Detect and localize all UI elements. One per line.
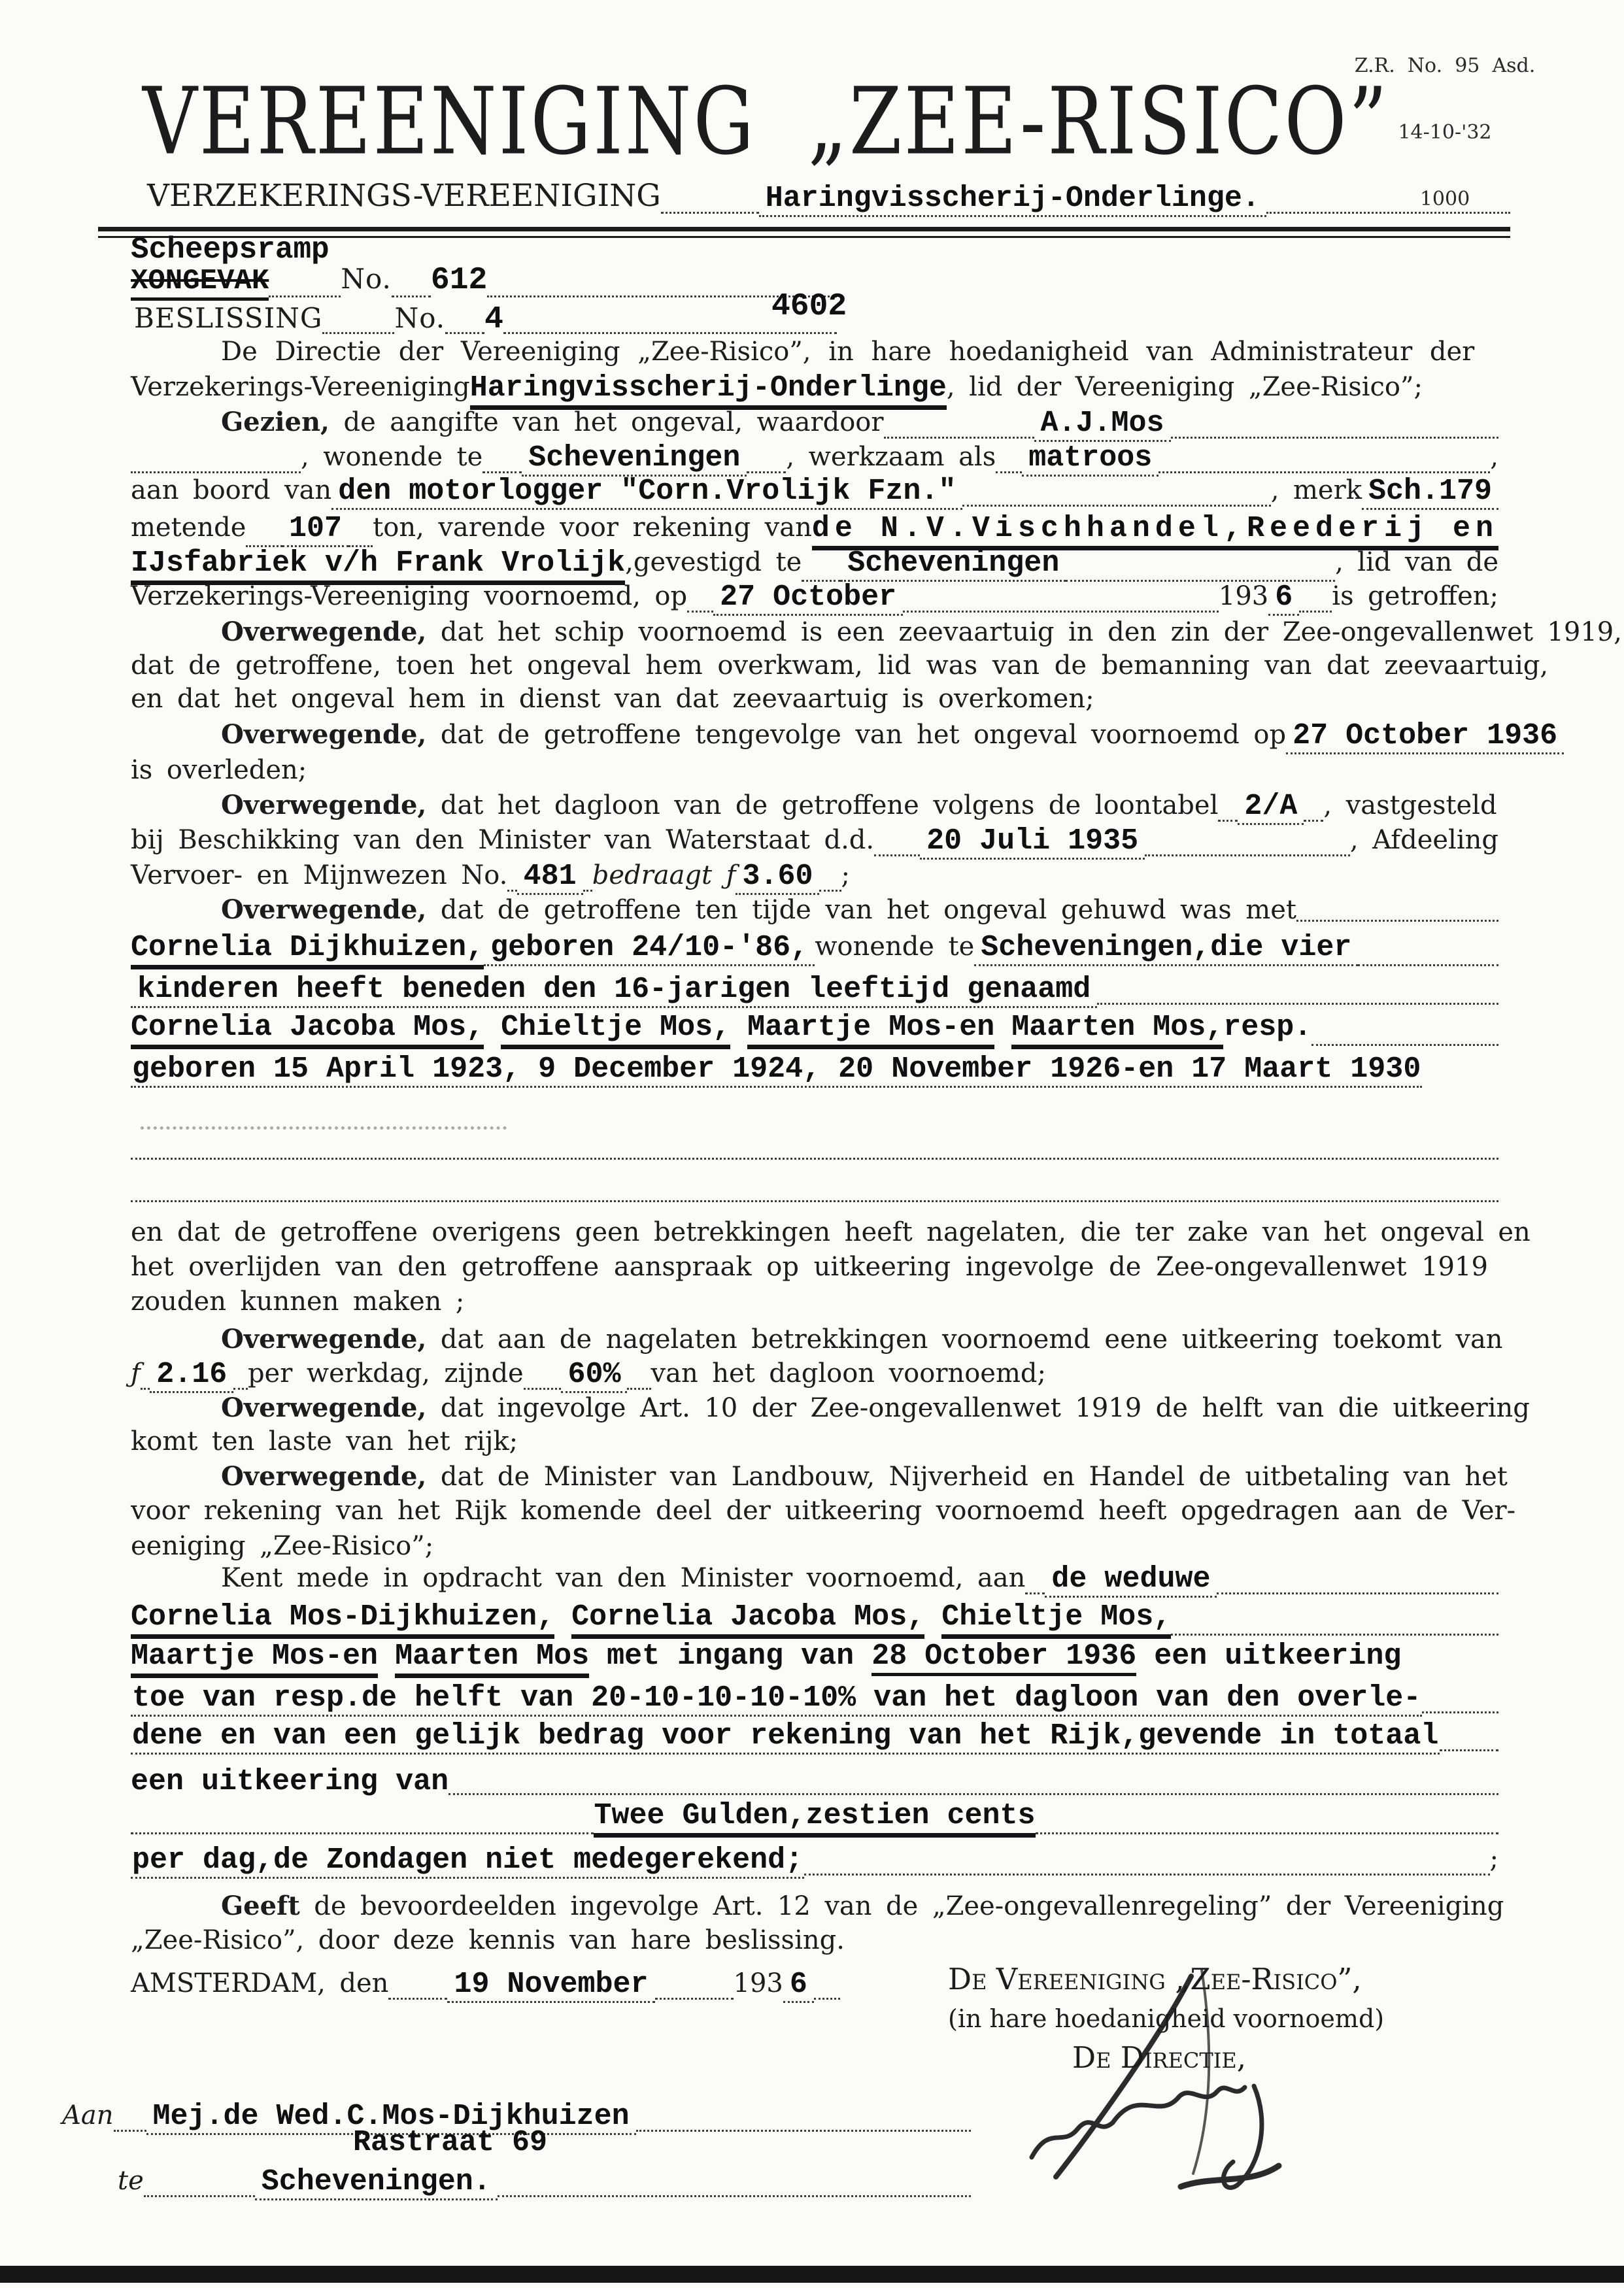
no-label: No. bbox=[394, 302, 446, 334]
printed-text: dat de getroffene, toen het ongeval hem overkwam, lid was van de bemanning van dat zeevaartuig, bbox=[131, 650, 1549, 681]
page-title: VEREENIGING „ZEE-RISICO” bbox=[143, 68, 1389, 176]
line-l40 bbox=[131, 1765, 1498, 1798]
typed-children-intro: kinderen heeft beneden den 16-jarigen leeftijd genaamd bbox=[131, 973, 1097, 1008]
print-count: 1000 bbox=[1419, 188, 1470, 210]
printed-year-prefix: 193 bbox=[733, 1968, 783, 1998]
printed-text: is overleden; bbox=[131, 755, 307, 785]
typed-text: een uitkeering van bbox=[131, 1765, 449, 1798]
printed-text: dat de getroffene ten tijde van het ongeval gehuwd was met bbox=[426, 895, 1296, 925]
line-l11 bbox=[131, 684, 1498, 714]
printed-text: is getroffen; bbox=[1332, 581, 1498, 611]
printed-text: dat de Minister van Landbouw, Nijverheid en Handel de uitbetaling van het bbox=[426, 1462, 1508, 1492]
field-amount-words: Twee Gulden,zestien cents bbox=[594, 1799, 1035, 1838]
dotted-leader bbox=[322, 330, 394, 334]
printed-text: , werkzaam als bbox=[786, 442, 996, 472]
printed-text: Kent mede in opdracht van den Minister voornoemd, aan bbox=[221, 1563, 1026, 1593]
printed-text: Vervoer- en Mijnwezen No. bbox=[131, 860, 508, 890]
printed-text: bedraagt ƒ bbox=[592, 860, 736, 890]
line-l34 bbox=[131, 1531, 1498, 1561]
line-l15 bbox=[131, 824, 1498, 860]
field-victim-name: A.J.Mos bbox=[1034, 407, 1171, 442]
printed-text: , bbox=[1490, 442, 1498, 472]
line-l37 bbox=[131, 1640, 1498, 1678]
blank-dotted-line bbox=[131, 1156, 1498, 1160]
line-l13 bbox=[131, 755, 1498, 785]
line-l35 bbox=[131, 1562, 1498, 1598]
printed-keyword: Overwegende, bbox=[221, 1461, 427, 1492]
dotted-leader bbox=[747, 469, 786, 473]
field-death-date: 27 October 1936 bbox=[1286, 719, 1564, 754]
field-file-number: 4602 bbox=[771, 289, 847, 324]
line-l32 bbox=[131, 1461, 1508, 1492]
typed-text: dene en van een gelijk bedrag voor rekening van het Rijk,gevende in totaal bbox=[131, 1719, 1440, 1755]
line-l21 bbox=[131, 1052, 1498, 1088]
no-label: No. bbox=[341, 263, 392, 295]
line-l36 bbox=[131, 1600, 1498, 1639]
dotted-leader bbox=[131, 469, 301, 473]
line-l33 bbox=[131, 1496, 1516, 1526]
printed-text: De Directie der Vereeniging „Zee-Risico”, in hare hoedanigheid van Administrateur der bbox=[221, 337, 1475, 367]
line-l8 bbox=[131, 580, 1498, 616]
field-year-digit: 6 bbox=[783, 1968, 814, 2003]
blank-dotted-line bbox=[131, 1198, 1498, 1202]
line-l16 bbox=[131, 860, 850, 895]
printed-florin: ƒ bbox=[131, 1358, 141, 1388]
printed-text: eeniging „Zee-Risico”; bbox=[131, 1531, 434, 1561]
dotted-leader bbox=[1171, 435, 1498, 439]
field-child-1: Cornelia Jacoba Mos, bbox=[131, 1011, 484, 1049]
printed-text: , lid der Vereeniging „Zee-Risico”; bbox=[946, 372, 1423, 402]
printed-text: komt ten laste van het rijk; bbox=[131, 1426, 518, 1456]
printed-keyword: Overwegende, bbox=[221, 1324, 427, 1354]
dotted-leader bbox=[448, 1791, 1498, 1795]
field-wage-table: 2/A bbox=[1238, 790, 1304, 825]
printed-text: de bevoordeelden ingevolge Art. 12 van de „Zee-ongevallenregeling” der Vereeniging bbox=[299, 1891, 1504, 1921]
line-place-date bbox=[131, 1968, 922, 2003]
dotted-leader bbox=[445, 330, 484, 334]
printed-text: voor rekening van het Rijk komende deel der uitkeering voornoemd heeft opgedragen aan de Ver- bbox=[131, 1496, 1516, 1526]
printed-text: van het dagloon voornoemd; bbox=[651, 1358, 1046, 1388]
line-l25 bbox=[131, 1217, 1531, 1247]
dotted-leader bbox=[962, 503, 1270, 507]
line-l20 bbox=[131, 1011, 1498, 1049]
dotted-leader bbox=[131, 1830, 594, 1834]
printed-keyword: Overwegende, bbox=[221, 894, 427, 925]
line-l7 bbox=[131, 547, 1498, 585]
field-daily-wage: 3.60 bbox=[736, 860, 819, 895]
dotted-leader bbox=[1266, 210, 1510, 214]
line-l28 bbox=[131, 1324, 1503, 1354]
line-l27 bbox=[131, 1287, 1498, 1317]
line-case-number bbox=[131, 263, 837, 301]
printed-semicolon: ; bbox=[1489, 1844, 1498, 1874]
blank-smudge-line bbox=[141, 1124, 507, 1130]
line-l44 bbox=[131, 1925, 1498, 1955]
crossed-out-ongeval: XONGEVAK bbox=[131, 265, 269, 301]
field-start-date: 28 October 1936 bbox=[871, 1640, 1136, 1676]
dotted-leader bbox=[1217, 1590, 1498, 1594]
field-year-digit: 6 bbox=[1268, 580, 1299, 616]
print-code: Z.R. No. 95 Asd. bbox=[1354, 54, 1536, 77]
printed-year-prefix: 193 bbox=[1218, 581, 1269, 611]
field-case-number: 612 bbox=[430, 263, 488, 298]
dotted-leader bbox=[1218, 818, 1238, 822]
typed-text: met ingang van bbox=[589, 1640, 872, 1673]
print-date: 14-10-'32 bbox=[1398, 121, 1492, 144]
field-residence: Scheveningen bbox=[522, 441, 747, 477]
field-tonnage: 107 bbox=[282, 512, 348, 547]
dotted-leader bbox=[1296, 918, 1498, 922]
dotted-leader bbox=[141, 1386, 150, 1390]
printed-text: ; bbox=[841, 860, 850, 890]
line-l29 bbox=[131, 1358, 1046, 1393]
field-beneficiary-2: Cornelia Jacoba Mos, bbox=[571, 1600, 924, 1639]
dotted-leader bbox=[804, 1872, 1489, 1876]
printed-keyword: Overwegende, bbox=[221, 1392, 427, 1423]
printed-text: per werkdag, zijnde bbox=[247, 1358, 524, 1388]
dotted-leader bbox=[661, 210, 759, 214]
dotted-leader bbox=[144, 2193, 255, 2197]
dotted-leader bbox=[392, 294, 431, 297]
dotted-leader bbox=[884, 435, 1034, 439]
printed-text: de aangifte van het ongeval, waardoor bbox=[329, 407, 884, 437]
line-l5 bbox=[131, 475, 1498, 510]
printed-text: „Zee-Risico”, door deze kennis van hare beslissing. bbox=[131, 1925, 845, 1955]
dotted-leader bbox=[1358, 962, 1498, 966]
printed-text: en dat het ongeval hem in dienst van dat zeevaartuig is overkomen; bbox=[131, 684, 1094, 714]
field-child-2: Chieltje Mos, bbox=[501, 1011, 730, 1049]
dotted-leader bbox=[1171, 1632, 1498, 1636]
dotted-leader bbox=[627, 1386, 651, 1390]
aan-label: Aan bbox=[62, 2100, 114, 2130]
line-l43 bbox=[131, 1891, 1504, 1921]
printed-text: metende bbox=[131, 513, 246, 543]
dotted-leader bbox=[498, 2193, 971, 2197]
printed-text: , lid van de bbox=[1335, 547, 1498, 577]
line-l14 bbox=[131, 790, 1498, 825]
closing-directie: De Directie, bbox=[1072, 2040, 1247, 2075]
field-vessel-mark: Sch.179 bbox=[1362, 475, 1498, 510]
printed-text: ,gevestigd te bbox=[625, 547, 802, 577]
line-l41 bbox=[131, 1799, 1498, 1838]
field-children-birthdates: geboren 15 April 1923, 9 December 1924, 20 November 1926-en 17 Maart 1930 bbox=[131, 1052, 1422, 1088]
field-widow-residence: Scheveningen,die vier bbox=[974, 931, 1358, 966]
printed-text: ton, varende voor rekening van bbox=[373, 513, 812, 543]
dotted-leader bbox=[655, 1996, 734, 2000]
field-recipient-city: Scheveningen. bbox=[255, 2165, 498, 2200]
dotted-leader bbox=[996, 469, 1022, 473]
closing-organisation: De Vereeniging „Zee-Risico”, bbox=[948, 1962, 1362, 1996]
closing-capacity: (in hare hoedanigheid voornoemd) bbox=[948, 2004, 1385, 2033]
printed-text: bij Beschikking van den Minister van Waterstaat d.d. bbox=[131, 825, 875, 855]
subtitle-line bbox=[147, 178, 1510, 217]
printed-text: Verzekerings-Vereeniging voornoemd, op bbox=[131, 581, 688, 611]
field-society-name: Haringvisscherij-Onderlinge. bbox=[759, 182, 1266, 217]
typed-text: per dag,de Zondagen niet medegerekend; bbox=[131, 1843, 804, 1879]
line-recipient-city bbox=[118, 2165, 971, 2200]
printed-text: en dat de getroffene overigens geen betrekkingen heeft nagelaten, die ter zake van het ongeval en bbox=[131, 1217, 1531, 1247]
dotted-leader bbox=[269, 294, 341, 297]
field-decree-number: 481 bbox=[517, 860, 583, 895]
line-decision-number bbox=[134, 302, 837, 337]
scan-edge-band bbox=[0, 2266, 1624, 2283]
printed-text: zouden kunnen maken ; bbox=[131, 1287, 465, 1317]
field-recipient-name: Mej.de Wed.C.Mos-Dijkhuizen bbox=[146, 2100, 636, 2135]
dotted-leader bbox=[1311, 1042, 1498, 1046]
line-l10 bbox=[131, 650, 1549, 681]
line-l6 bbox=[131, 512, 1498, 550]
printed-text: , vastgesteld bbox=[1323, 790, 1497, 820]
dotted-leader bbox=[874, 852, 920, 856]
dotted-leader bbox=[1145, 852, 1350, 856]
field-beneficiary-5: Maarten Mos bbox=[395, 1640, 589, 1678]
field-owner-1: de N.V.Vischhandel,Reederij en bbox=[812, 512, 1498, 550]
printed-text: het overlijden van den getroffene aanspraak op uitkeering ingevolge de Zee-ongevallenwet 1919 bbox=[131, 1252, 1488, 1282]
field-accident-date: 27 October bbox=[713, 580, 903, 616]
printed-keyword: Overwegende, bbox=[221, 719, 427, 750]
printed-text: Verzekerings-Vereeniging bbox=[131, 372, 470, 402]
typed-scheepsramp: Scheepsramp bbox=[131, 233, 330, 267]
line-scheepsramp bbox=[131, 233, 850, 267]
line-l1 bbox=[131, 337, 1498, 367]
dotted-leader bbox=[819, 888, 841, 892]
dotted-leader bbox=[524, 1386, 562, 1390]
dotted-leader bbox=[903, 609, 1219, 613]
signature bbox=[994, 1958, 1438, 2206]
printed-text: dat aan de nagelaten betrekkingen voornoemd eene uitkeering toekomt van bbox=[426, 1324, 1503, 1354]
line-l39 bbox=[131, 1719, 1498, 1755]
field-occupation: matroos bbox=[1022, 441, 1159, 477]
printed-keyword: Overwegende, bbox=[221, 790, 427, 820]
dotted-leader bbox=[814, 1996, 840, 2000]
typed-text: een uitkeering bbox=[1136, 1640, 1402, 1673]
dotted-leader bbox=[1304, 818, 1323, 822]
printed-text: wonende te bbox=[815, 932, 975, 962]
field-owner-2: IJsfabriek v/h Frank Vrolijk bbox=[131, 547, 625, 585]
dotted-leader bbox=[636, 2128, 971, 2132]
dotted-leader bbox=[583, 888, 592, 892]
dotted-leader bbox=[1440, 1747, 1498, 1751]
field-recipient-street: Rastraat 69 bbox=[353, 2126, 548, 2159]
line-l18 bbox=[131, 931, 1498, 969]
dotted-leader bbox=[1159, 469, 1490, 473]
line-l19 bbox=[131, 973, 1498, 1008]
field-signing-date: 19 November bbox=[447, 1968, 654, 2003]
field-widow-name: Cornelia Dijkhuizen, bbox=[131, 931, 484, 969]
printed-text: dat het schip voornoemd is een zeevaartuig in den zin der Zee-ongevallenwet 1919, bbox=[426, 617, 1622, 647]
line-l9 bbox=[131, 616, 1622, 647]
dotted-leader bbox=[1036, 1830, 1498, 1834]
line-l2 bbox=[131, 371, 1498, 410]
printed-text: dat het dagloon van de getroffene volgens de loontabel bbox=[426, 790, 1219, 820]
te-label: te bbox=[118, 2166, 144, 2196]
field-beneficiary-4: Maartje Mos-en bbox=[131, 1640, 378, 1678]
line-l30 bbox=[131, 1392, 1530, 1423]
line-l31 bbox=[131, 1426, 1498, 1456]
dotted-leader bbox=[687, 609, 713, 613]
printed-text: , merk bbox=[1270, 475, 1362, 505]
printed-keyword: Overwegende, bbox=[221, 616, 427, 647]
printed-text: dat ingevolge Art. 10 der Zee-ongevallenwet 1919 de helft van die uitkeering bbox=[426, 1393, 1530, 1423]
field-widow-birth: geboren 24/10-'86, bbox=[484, 931, 815, 966]
field-decision-number: 4 bbox=[484, 302, 503, 337]
printed-text: aan boord van bbox=[131, 475, 332, 505]
line-l12 bbox=[131, 719, 1558, 754]
field-vessel: den motorlogger "Corn.Vrolijk Fzn." bbox=[331, 475, 962, 510]
field-society: Haringvisscherij-Onderlinge bbox=[470, 371, 947, 410]
field-decree-date: 20 Juli 1935 bbox=[920, 824, 1145, 860]
subtitle-label: VERZEKERINGS-VEREENIGING bbox=[147, 178, 661, 214]
line-l38 bbox=[131, 1681, 1498, 1717]
beslissing-label: BESLISSING bbox=[134, 302, 323, 334]
dotted-leader bbox=[1025, 1590, 1045, 1594]
dotted-leader bbox=[1097, 1001, 1498, 1005]
dotted-leader bbox=[233, 1386, 248, 1390]
line-l26 bbox=[131, 1252, 1498, 1282]
field-beneficiary-3: Chieltje Mos, bbox=[941, 1600, 1171, 1639]
field-child-4: Maarten Mos, bbox=[1011, 1011, 1223, 1049]
field-owner-seat: Scheveningen bbox=[841, 547, 1066, 582]
dotted-leader bbox=[482, 469, 522, 473]
printed-keyword: Geeft bbox=[221, 1891, 300, 1921]
line-l4 bbox=[131, 441, 1498, 477]
dotted-leader bbox=[1299, 609, 1332, 613]
line-l17 bbox=[131, 894, 1498, 925]
dotted-leader bbox=[114, 2128, 146, 2132]
printed-keyword: Gezien, bbox=[221, 407, 330, 437]
field-child-3: Maartje Mos-en bbox=[747, 1011, 994, 1049]
field-beneficiary-1: Cornelia Mos-Dijkhuizen, bbox=[131, 1600, 554, 1639]
field-benefit-amount: 2.16 bbox=[150, 1358, 233, 1393]
printed-text: dat de getroffene tengevolge van het ongeval voornoemd op bbox=[426, 720, 1287, 750]
typed-resp: resp. bbox=[1223, 1011, 1312, 1044]
dotted-leader bbox=[1422, 1709, 1498, 1713]
dotted-leader bbox=[388, 1996, 447, 2000]
printed-text: , wonende te bbox=[301, 442, 483, 472]
field-benefit-percent: 60% bbox=[561, 1358, 627, 1393]
line-l42 bbox=[131, 1843, 1498, 1879]
dotted-leader bbox=[503, 330, 837, 334]
line-l3 bbox=[131, 407, 1498, 442]
printed-text: , Afdeeling bbox=[1349, 825, 1498, 855]
dotted-leader bbox=[507, 888, 516, 892]
typed-percentages: toe van resp.de helft van 20-10-10-10-10% van het dagloon van den overle- bbox=[131, 1681, 1422, 1717]
field-beneficiary-widow: de weduwe bbox=[1045, 1562, 1217, 1598]
printed-place: AMSTERDAM, den bbox=[131, 1968, 389, 1998]
